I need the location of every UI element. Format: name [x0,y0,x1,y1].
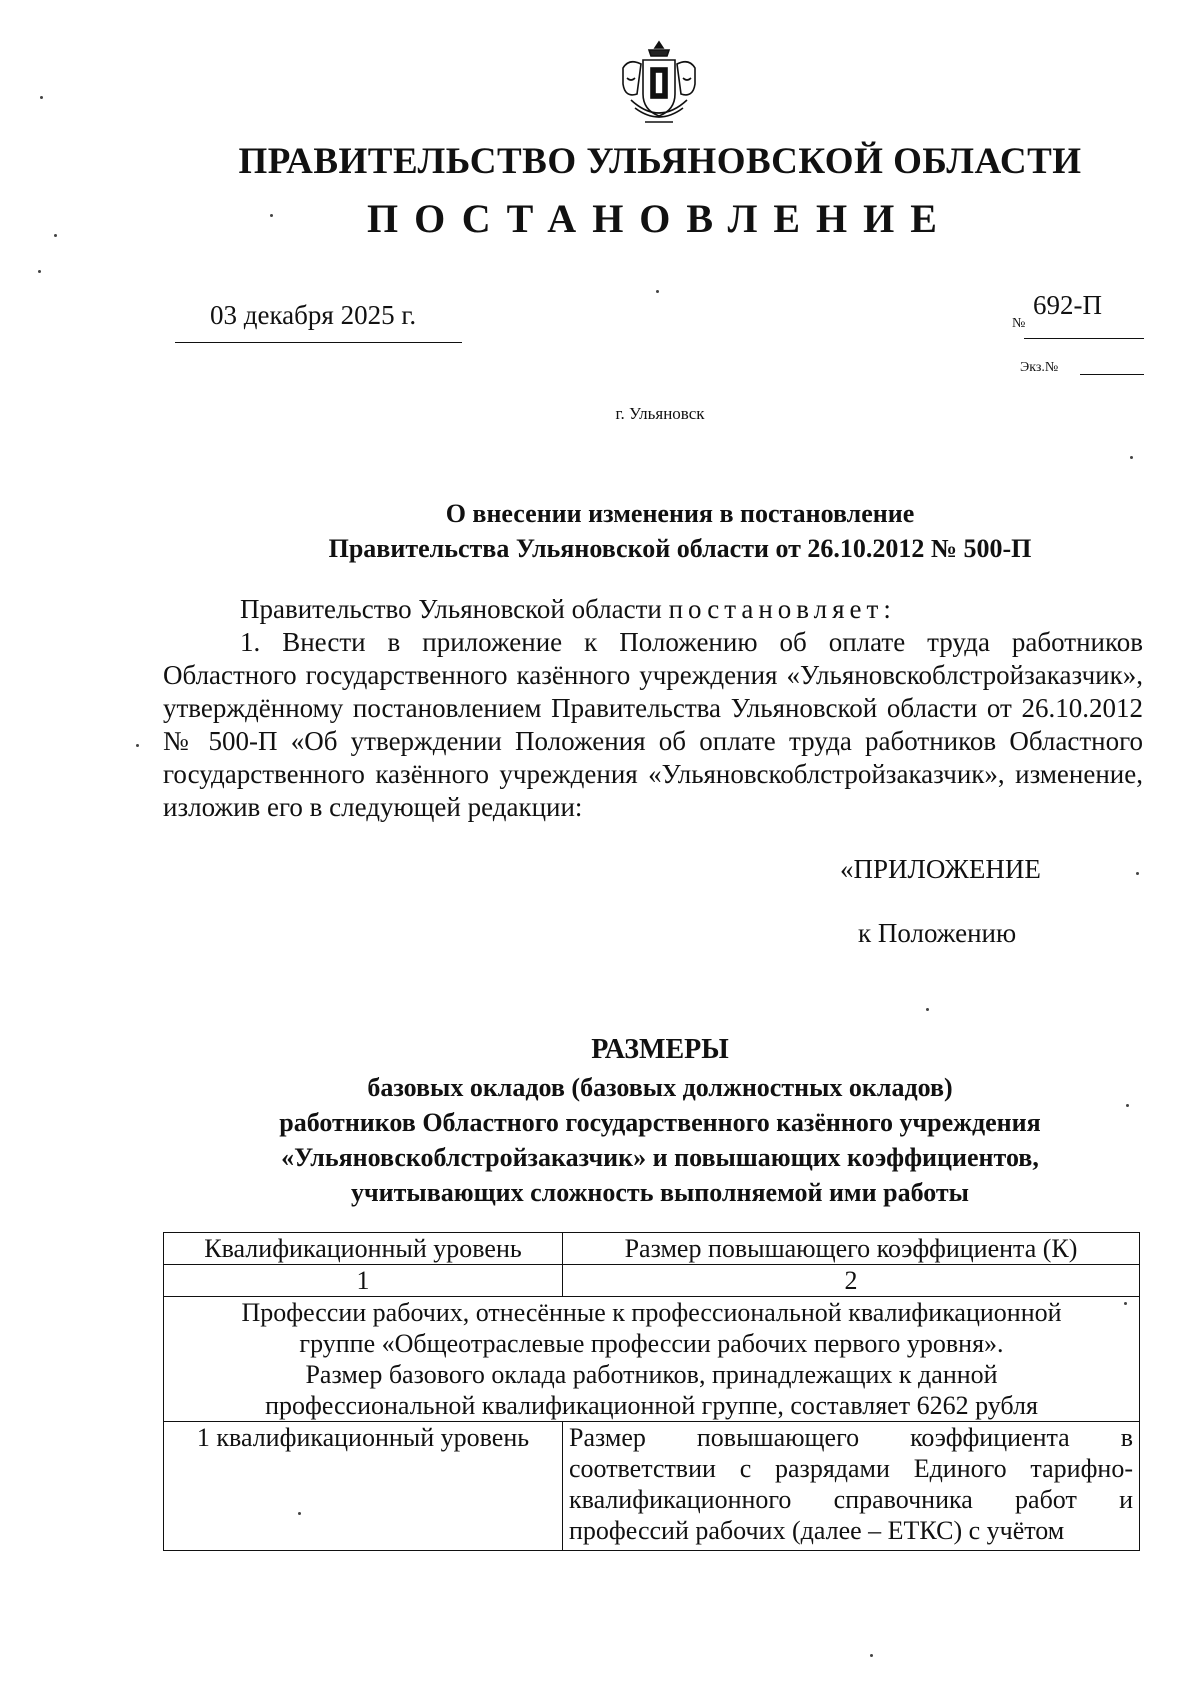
intro-prefix: Правительство Ульяновской области [240,594,669,624]
column-number-2: 2 [563,1265,1140,1297]
sizes-subtitle-line-2: работников Областного государственного казённого учреждения [279,1108,1041,1137]
sizes-subtitle-line-4: учитывающих сложность выполняемой ими работы [351,1178,969,1207]
intro-verb: постановляет: [668,594,896,624]
number-sign: № [1012,316,1026,331]
subject-line-2: Правительства Ульяновской области от 26.10.2012 № 500-П [328,534,1032,563]
paragraph-1 [163,626,1143,824]
sizes-subtitle-line-1: базовых окладов (базовых должностных окладов) [367,1073,953,1102]
intro-paragraph [240,593,896,626]
number-underline [1024,338,1144,339]
header-cell-coefficient: Размер повышающего коэффициента (К) [563,1233,1140,1265]
document-type-title: ПОСТАНОВЛЕНИЕ [367,196,953,241]
copy-number-label: Экз.№ [1020,360,1059,375]
coat-of-arms-emblem [615,38,703,130]
city: г. Ульяновск [615,404,705,423]
salary-coefficients-table [163,1232,1140,1551]
copy-number-underline [1080,374,1144,375]
appendix-reference: к Положению [858,918,1017,948]
table-group-row [164,1297,1140,1422]
document-date: 03 декабря 2025 г. [210,300,417,330]
group-line-3: Размер базового оклада работников, принадлежащих к данной [305,1360,998,1389]
date-underline [175,342,462,343]
group-line-2: группе «Общеотраслевые профессии рабочих первого уровня». [299,1329,1004,1358]
table-row [164,1422,1140,1551]
appendix-label: «ПРИЛОЖЕНИЕ [840,854,1041,884]
document-subject [150,496,1150,566]
professional-group-description [164,1297,1140,1422]
qualification-level-cell: 1 квалификационный уровень [164,1422,563,1551]
group-line-4: профессиональной квалификационной группе, составляет 6262 рубля [265,1391,1038,1420]
sizes-title: РАЗМЕРЫ [591,1034,729,1065]
group-line-1: Профессии рабочих, отнесённые к профессиональной квалификационной [241,1298,1062,1327]
subject-line-1: О внесении изменения в постановление [445,499,915,528]
coefficient-cell: Размер повышающего коэффициента в соответствии с разрядами Единого тарифно-квалификационного справочника работ и профессий рабочих (далее – ЕТКС) с учётом [563,1422,1140,1551]
paragraph-1-text: 1. Внести в приложение к Положению об оплате труда работников Областного государственного казённого учреждения «Ульяновскоблстройзаказчик», утверждённому постановлением Правительства Ульяновской области от 26.10.2012 № 500-П «Об утверждении Положения об оплате труда работников Областного государственного казённого учреждения «Ульяновскоблстройзаказчик», изменение, изложив его в следующей редакции: [163,627,1143,822]
sizes-subtitle-line-3: «Ульяновскоблстройзаказчик» и повышающих коэффициентов, [281,1143,1039,1172]
table-number-row [164,1265,1140,1297]
document-number: 692-П [1033,290,1102,320]
table-header-row [164,1233,1140,1265]
government-title: ПРАВИТЕЛЬСТВО УЛЬЯНОВСКОЙ ОБЛАСТИ [238,141,1082,182]
header-cell-level: Квалификационный уровень [164,1233,563,1265]
column-number-1: 1 [164,1265,563,1297]
sizes-subtitle [0,1070,1200,1210]
